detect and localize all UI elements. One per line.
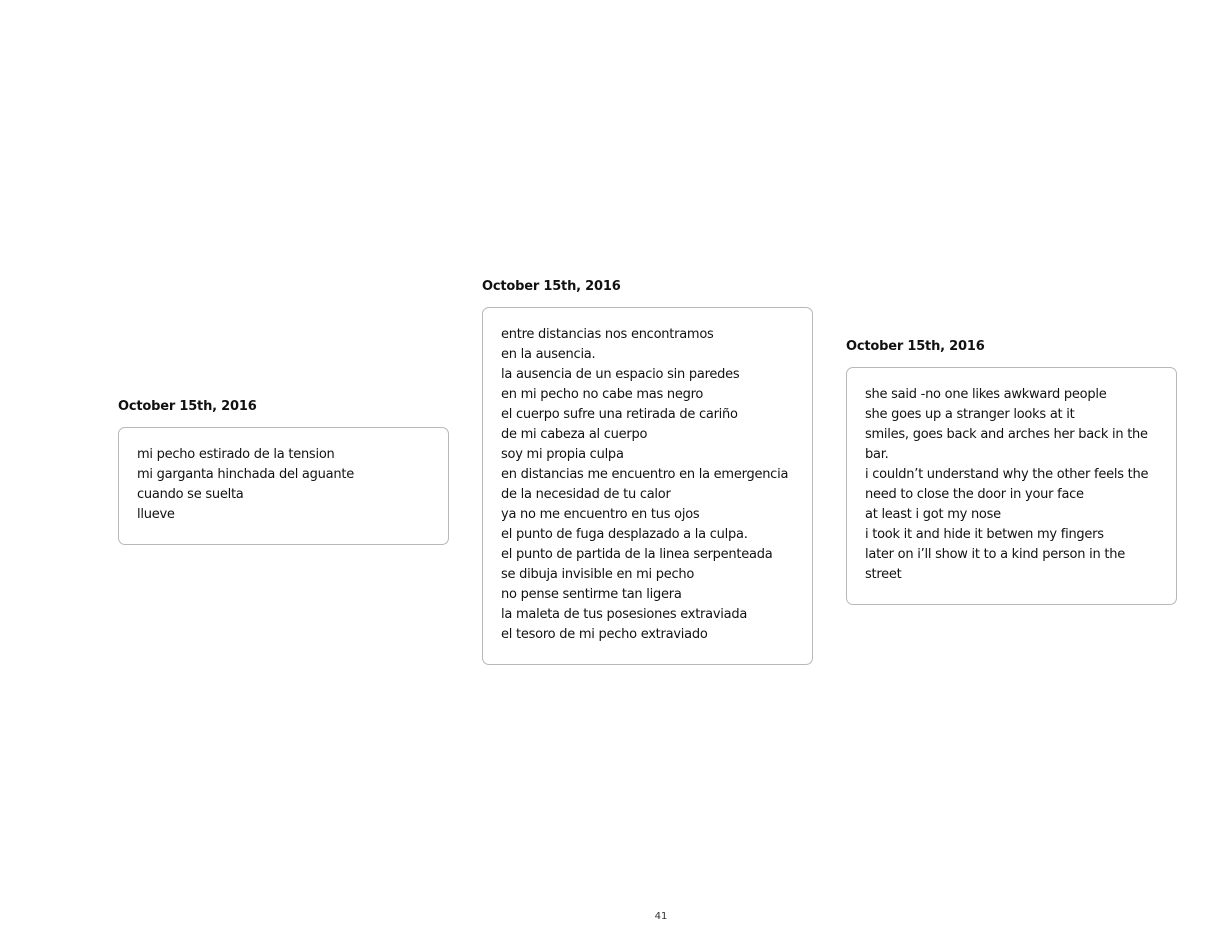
entry-line: de mi cabeza al cuerpo — [501, 427, 648, 442]
entry-line: el cuerpo sufre una retirada de cariño — [501, 407, 738, 422]
journal-entry — [482, 279, 813, 665]
entry-line: en distancias me encuentro en la emergencia — [501, 467, 789, 482]
entry-text — [501, 325, 794, 645]
entry-line: she said -no one likes awkward people — [865, 387, 1107, 402]
entry-card — [118, 427, 449, 545]
journal-entry — [118, 399, 449, 545]
entry-line: el tesoro de mi pecho extraviado — [501, 627, 708, 642]
entry-date: October 15th, 2016 — [846, 339, 985, 354]
entry-line: no pense sentirme tan ligera — [501, 587, 682, 602]
entry-line: llueve — [137, 507, 175, 522]
entry-text — [865, 385, 1158, 585]
entry-line: en la ausencia. — [501, 347, 596, 362]
entry-line: i couldn’t understand why the other feels the need to close the door in your face — [865, 467, 1149, 502]
entry-line: el punto de partida de la linea serpenteada — [501, 547, 773, 562]
entry-date: October 15th, 2016 — [118, 399, 257, 414]
entry-line: en mi pecho no cabe mas negro — [501, 387, 704, 402]
entry-line: at least i got my nose — [865, 507, 1001, 522]
entry-line: el punto de fuga desplazado a la culpa. — [501, 527, 748, 542]
entry-line: she goes up a stranger looks at it — [865, 407, 1075, 422]
entry-text — [137, 445, 430, 525]
entry-line: cuando se suelta — [137, 487, 244, 502]
entry-card — [846, 367, 1177, 605]
entry-card — [482, 307, 813, 665]
entry-line: ya no me encuentro en tus ojos — [501, 507, 700, 522]
entry-line: entre distancias nos encontramos — [501, 327, 714, 342]
entry-line: se dibuja invisible en mi pecho — [501, 567, 695, 582]
entry-line: i took it and hide it betwen my fingers — [865, 527, 1104, 542]
entry-line: smiles, goes back and arches her back in the bar. — [865, 427, 1148, 462]
entry-line: la maleta de tus posesiones extraviada — [501, 607, 748, 622]
entry-date: October 15th, 2016 — [482, 279, 621, 294]
entry-line: mi garganta hinchada del aguante — [137, 467, 354, 482]
entry-line: la ausencia de un espacio sin paredes — [501, 367, 740, 382]
journal-entry — [846, 339, 1177, 605]
entry-line: soy mi propia culpa — [501, 447, 624, 462]
entry-line: mi pecho estirado de la tension — [137, 447, 335, 462]
page-number: 41 — [654, 911, 668, 922]
entry-line: later on i’ll show it to a kind person in the street — [865, 547, 1125, 582]
entry-line: de la necesidad de tu calor — [501, 487, 671, 502]
